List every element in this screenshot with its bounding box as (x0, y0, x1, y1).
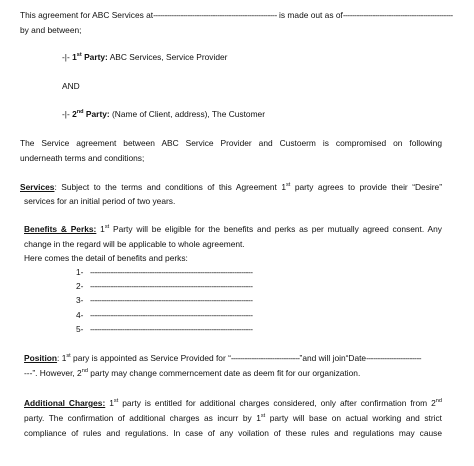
list-blank: ----------------------------------------------------------------------- (90, 324, 253, 334)
list-item: 1- ----------------------------------------------------------------------- (76, 267, 253, 277)
party-marker: -|- (62, 109, 73, 119)
intro-text-2: is made out as of (276, 10, 343, 20)
list-blank: ----------------------------------------------------------------------- (90, 267, 253, 277)
list-item: 4- ----------------------------------------------------------------------- (76, 310, 253, 320)
party-marker: -|- (62, 52, 73, 62)
date-blank-2: ------------------------------------------------ (342, 10, 453, 20)
party-2-line (62, 109, 265, 119)
charges-heading: Additional Charges: (24, 398, 106, 408)
list-blank: ----------------------------------------------------------------------- (90, 281, 253, 291)
date-blank: ------------------------------------------------------ (153, 10, 277, 20)
services-heading: Services (20, 182, 55, 192)
party-1-text: ABC Services, Service Provider (107, 52, 228, 62)
charges-line-3: compliance of rules and regulations. In case of any voilation of these rules and regulations may cause (24, 428, 442, 438)
party-2-text: (Name of Client, address), The Customer (109, 109, 265, 119)
party-1-line (62, 52, 227, 62)
position-line-2: ---”. However, 2nd party may change commerncement date as deem fit for our organization. (24, 368, 361, 378)
services-line-1: Services: Subject to the terms and conditions of this Agreement 1st party agrees to provide their “Desire” (20, 182, 442, 192)
benefits-line-2: change in the regard will be applicable to whole agreement. (24, 239, 245, 249)
list-blank: ----------------------------------------------------------------------- (90, 295, 253, 305)
list-item: 3- ----------------------------------------------------------------------- (76, 295, 253, 305)
list-item: 2- ----------------------------------------------------------------------- (76, 281, 253, 291)
and-text: AND (62, 81, 80, 91)
benefits-line-1: Benefits & Perks: 1st Party will be eligible for the benefits and perks as per mutually agreed consent. Any (24, 224, 442, 234)
position-line-1: Position: 1st pary is appointed as Service Provided for “------------------------------”and will join“Date------------------------ (24, 353, 422, 363)
intro-line-1 (20, 10, 453, 20)
party-2-label: 2nd Party: (72, 109, 110, 119)
benefits-heading: Benefits & Perks: (24, 224, 97, 234)
intro-text: This agreement for ABC Services at (20, 10, 154, 20)
service-blank: ------------------------------ (230, 353, 300, 363)
agreement-para-line-1: The Service agreement between ABC Service Provider and Custoerm is compromised on following (20, 138, 442, 148)
benefits-line-3: Here comes the detail of benefits and perks: (24, 253, 188, 263)
charges-line-1: Additional Charges: 1st party is entitled for additional charges considered, only after confirmation from 2nd (24, 398, 442, 408)
intro-line-2: by and between; (20, 25, 82, 35)
list-blank: ----------------------------------------------------------------------- (90, 310, 253, 320)
date-blank-3: ------------------------ (366, 353, 422, 363)
list-item: 5- ----------------------------------------------------------------------- (76, 324, 253, 334)
services-line-2: services for an initial period of two years. (24, 196, 176, 206)
agreement-para-line-2: underneath terms and conditions; (20, 153, 145, 163)
position-heading: Position (24, 353, 58, 363)
charges-line-2: party. The confirmation of additional charges as incurr by 1st party will base on actual working and strict (24, 413, 442, 423)
party-1-label: 1st Party: (72, 52, 108, 62)
